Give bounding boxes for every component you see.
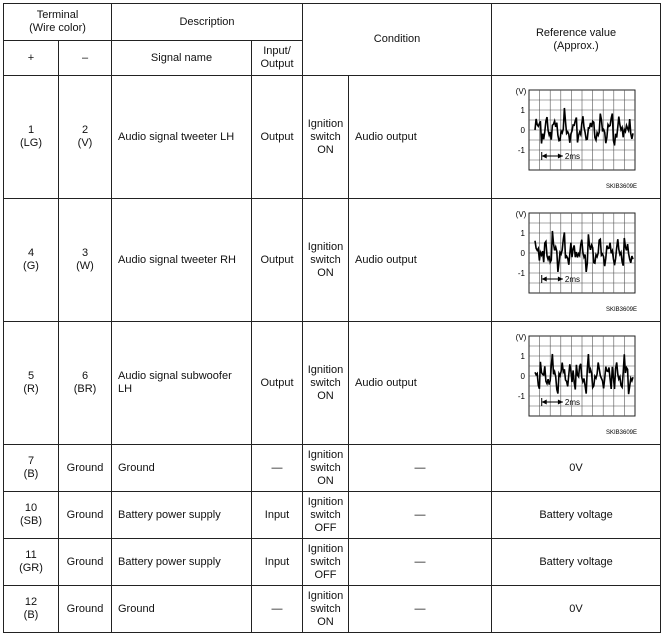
condition-switch: Ignition switch ON (303, 199, 349, 322)
terminal-minus: Ground (59, 492, 112, 539)
arrowhead-left-icon (542, 400, 547, 405)
reference-value: 0V (492, 445, 661, 492)
terminal-table (3, 3, 661, 633)
reference-header: Reference value (Approx.) (492, 4, 661, 76)
reference-value: 0V (492, 586, 661, 633)
io-header: Input/ Output (252, 41, 303, 76)
plus-header: + (4, 41, 59, 76)
condition-switch: Ignition switch ON (303, 322, 349, 445)
terminal-minus: 3 (W) (59, 199, 112, 322)
waveform-tick-label: 0 (520, 372, 526, 381)
condition-detail: Audio output (349, 76, 492, 199)
table-row (4, 199, 661, 322)
arrowhead-right-icon (558, 277, 563, 282)
waveform-graph (501, 205, 651, 315)
figure-code: SKIB3609E (605, 430, 638, 436)
waveform-graph (501, 82, 651, 192)
time-scale-label: 2ms (564, 275, 581, 284)
input-output: Output (252, 76, 303, 199)
input-output: Output (252, 199, 303, 322)
reference-waveform (492, 199, 661, 322)
waveform-unit-label: (V) (515, 210, 527, 219)
waveform-tick-label: -1 (517, 392, 526, 401)
condition-detail: — (349, 539, 492, 586)
table-row (4, 539, 661, 586)
table-row (4, 586, 661, 633)
input-output: Input (252, 539, 303, 586)
condition-detail: — (349, 492, 492, 539)
condition-header: Condition (303, 4, 492, 76)
waveform-tick-label: -1 (517, 146, 526, 155)
figure-code: SKIB3609E (605, 307, 638, 313)
terminal-plus: 10 (SB) (4, 492, 59, 539)
terminal-plus: 12 (B) (4, 586, 59, 633)
waveform-tick-label: 1 (520, 106, 526, 115)
arrowhead-left-icon (542, 277, 547, 282)
signal-name: Ground (112, 445, 252, 492)
terminal-minus: 6 (BR) (59, 322, 112, 445)
signal-name: Battery power supply (112, 492, 252, 539)
signal-name: Battery power supply (112, 539, 252, 586)
condition-switch: Ignition switch ON (303, 586, 349, 633)
terminal-plus: 11 (GR) (4, 539, 59, 586)
input-output: — (252, 445, 303, 492)
waveform-signal (535, 231, 633, 272)
condition-detail: — (349, 445, 492, 492)
waveform-graph (501, 328, 651, 438)
signal-name-header: Signal name (112, 41, 252, 76)
condition-detail: — (349, 586, 492, 633)
time-scale-label: 2ms (564, 398, 581, 407)
description-header: Description (112, 4, 303, 41)
input-output: — (252, 586, 303, 633)
terminal-minus: Ground (59, 539, 112, 586)
time-scale-label: 2ms (564, 152, 581, 161)
reference-value: Battery voltage (492, 492, 661, 539)
terminal-plus: 7 (B) (4, 445, 59, 492)
signal-name: Audio signal subwoofer LH (112, 322, 252, 445)
table-row (4, 445, 661, 492)
signal-name: Audio signal tweeter LH (112, 76, 252, 199)
input-output: Input (252, 492, 303, 539)
arrowhead-right-icon (558, 154, 563, 159)
terminal-minus: Ground (59, 586, 112, 633)
table-row (4, 76, 661, 199)
waveform-signal (535, 354, 633, 394)
condition-switch: Ignition switch OFF (303, 539, 349, 586)
reference-waveform (492, 322, 661, 445)
waveform-unit-label: (V) (515, 333, 527, 342)
terminal-minus: 2 (V) (59, 76, 112, 199)
condition-switch: Ignition switch ON (303, 76, 349, 199)
arrowhead-right-icon (558, 400, 563, 405)
reference-value: Battery voltage (492, 539, 661, 586)
signal-name: Ground (112, 586, 252, 633)
input-output: Output (252, 322, 303, 445)
reference-waveform (492, 76, 661, 199)
condition-detail: Audio output (349, 199, 492, 322)
minus-header: – (59, 41, 112, 76)
arrowhead-left-icon (542, 154, 547, 159)
condition-switch: Ignition switch ON (303, 445, 349, 492)
table-row (4, 322, 661, 445)
terminal-plus: 5 (R) (4, 322, 59, 445)
figure-code: SKIB3609E (605, 184, 638, 190)
terminal-header: Terminal (Wire color) (4, 4, 112, 41)
waveform-tick-label: -1 (517, 269, 526, 278)
waveform-unit-label: (V) (515, 87, 527, 96)
waveform-tick-label: 1 (520, 229, 526, 238)
condition-switch: Ignition switch OFF (303, 492, 349, 539)
terminal-minus: Ground (59, 445, 112, 492)
waveform-tick-label: 0 (520, 249, 526, 258)
waveform-tick-label: 1 (520, 352, 526, 361)
terminal-plus: 4 (G) (4, 199, 59, 322)
terminal-plus: 1 (LG) (4, 76, 59, 199)
condition-detail: Audio output (349, 322, 492, 445)
table-row (4, 492, 661, 539)
signal-name: Audio signal tweeter RH (112, 199, 252, 322)
waveform-tick-label: 0 (520, 126, 526, 135)
